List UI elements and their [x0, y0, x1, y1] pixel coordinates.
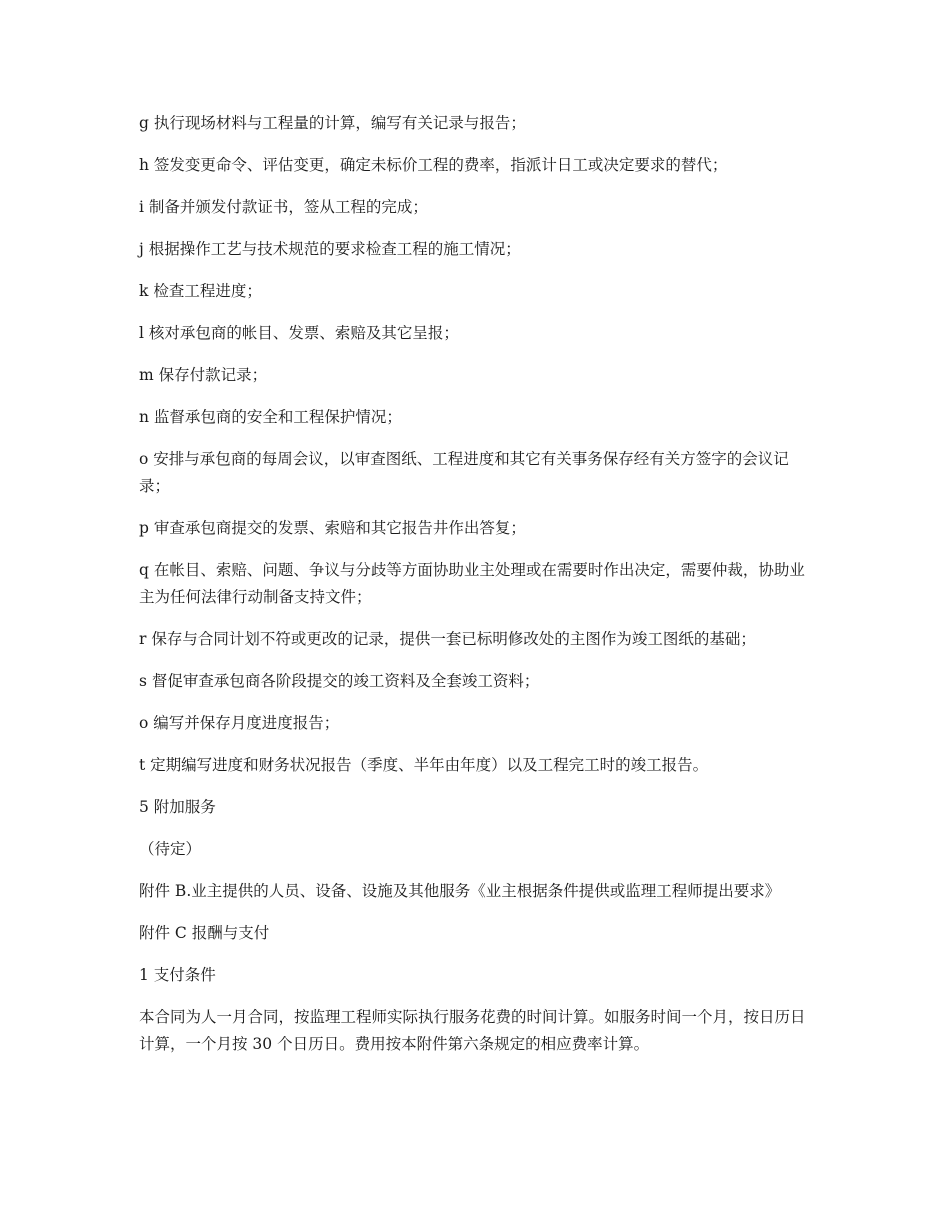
paragraph-o-monthly-report: o 编写并保存月度进度报告；	[139, 714, 340, 732]
appendix-c-heading: 附件 C 报酬与支付	[139, 924, 270, 942]
paragraph-s: s 督促审查承包商各阶段提交的竣工资料及全套竣工资料；	[139, 672, 540, 690]
document-body	[139, 110, 814, 1073]
paragraph-r: r 保存与合同计划不符或更改的记录，提供一套已标明修改处的主图作为竣工图纸的基础；	[139, 630, 756, 648]
section-heading-additional-services: 5 附加服务	[139, 798, 216, 816]
paragraph-q: q 在帐目、索赔、问题、争议与分歧等方面协助业主处理或在需要时作出决定，需要仲裁，协助业主为任何法律行动制备支持文件；	[139, 561, 805, 606]
paragraph-n: n 监督承包商的安全和工程保护情况；	[139, 408, 402, 426]
appendix-b-heading: 附件 B.业主提供的人员、设备、设施及其他服务《业主根据条件提供或监理工程师提出要求》	[139, 882, 781, 900]
paragraph-p: p 审查承包商提交的发票、索赔和其它报告井作出答复；	[139, 519, 526, 537]
paragraph-i: i 制备并颁发付款证书，签从工程的完成；	[139, 198, 428, 216]
paragraph-contract-terms: 本合同为人一月合同，按监理工程师实际执行服务花费的时间计算。如服务时间一个月，按日历日计算，一个月按 30 个日历日。费用按本附件第六条规定的相应费率计算。	[139, 1008, 806, 1053]
paragraph-j: j 根据操作工艺与技术规范的要求检查工程的施工情况；	[139, 240, 521, 258]
paragraph-pending: （待定）	[139, 840, 202, 858]
paragraph-o-meetings: o 安排与承包商的每周会议，以审查图纸、工程进度和其它有关事务保存经有关方签字的会议记录；	[139, 450, 789, 495]
paragraph-k: k 检查工程进度；	[139, 282, 262, 300]
paragraph-m: m 保存付款记录；	[139, 366, 268, 384]
paragraph-g: g 执行现场材料与工程量的计算，编写有关记录与报告；	[139, 114, 526, 132]
paragraph-t: t 定期编写进度和财务状况报告（季度、半年由年度）以及工程完工时的竣工报告。	[139, 756, 709, 774]
paragraph-l: l 核对承包商的帐目、发票、索赔及其它呈报；	[139, 324, 459, 342]
paragraph-h: h 签发变更命令、评估变更，确定未标价工程的费率，指派计日工或决定要求的替代；	[139, 156, 728, 174]
section-heading-payment-terms: 1 支付条件	[139, 966, 216, 984]
